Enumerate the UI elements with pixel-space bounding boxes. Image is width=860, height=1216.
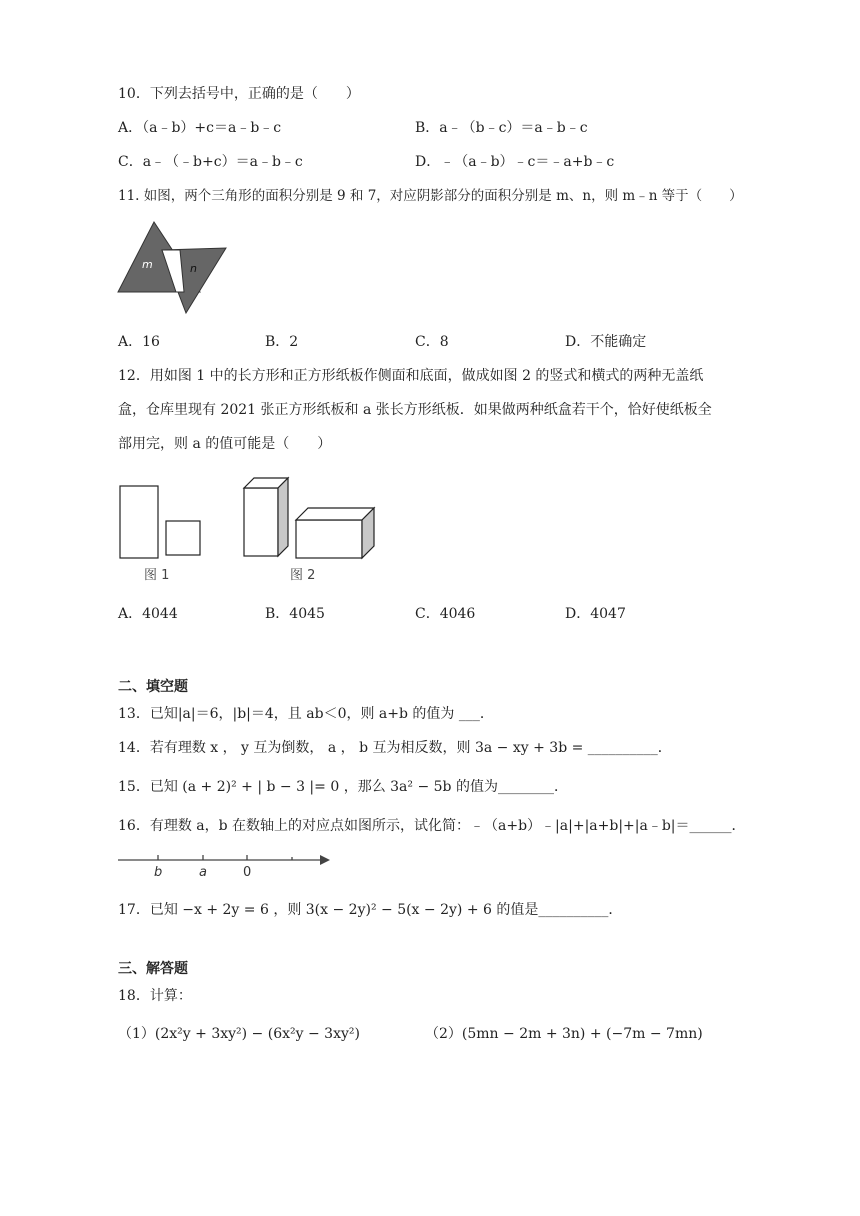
q12-option-b: B．4045 (265, 606, 325, 622)
q18-part2: （2）(5mn − 2m + 3n) + (−7m − 7mn) (425, 1026, 703, 1042)
label-n: n (190, 262, 197, 275)
q12-stem-line1: 12．用如图 1 中的长方形和正方形纸板作侧面和底面，做成如图 2 的竖式和横式的两种无盖纸 (118, 368, 704, 384)
q11-stem: 11. 如图，两个三角形的面积分别是 9 和 7，对应阴影部分的面积分别是 m、n，则 m﹣n 等于（ ） (118, 188, 743, 204)
q10-option-a: A．（a﹣b）+c＝a﹣b﹣c (118, 120, 282, 136)
section-fill-in-heading: 二、填空题 (118, 679, 188, 695)
q10-stem: 10．下列去括号中，正确的是（ ） (118, 86, 360, 102)
q10-option-b: B．a﹣（b﹣c）＝a﹣b﹣c (415, 120, 588, 136)
horizontal-box-top (296, 508, 374, 520)
vertical-box-side (278, 478, 288, 556)
figure-1-label: 图 1 (144, 568, 170, 583)
arrow-head (320, 855, 330, 865)
q12-stem-line2: 盒，仓库里现有 2021 张正方形纸板和 a 张长方形纸板．如果做两种纸盒若干个，恰好使纸板全 (118, 402, 712, 418)
q16: 16．有理数 a，b 在数轴上的对应点如图所示，试化简：﹣（a+b）﹣|a|+|a+b|+|a﹣b|＝______． (118, 818, 746, 834)
q18-stem: 18．计算： (118, 988, 192, 1004)
q15: 15．已知 (a + 2)² + | b − 3 |= 0 ，那么 3a² − 5b 的值为________． (118, 779, 568, 795)
rectangle-board (120, 486, 158, 558)
section-answer-heading: 三、解答题 (118, 961, 188, 977)
q18-part1: （1）(2x²y + 3xy²) − (6x²y − 3xy²) (118, 1026, 360, 1042)
q12-option-c: C．4046 (415, 606, 476, 622)
q12-option-a: A．4044 (118, 606, 178, 622)
q11-option-a: A．16 (118, 334, 160, 350)
q11-option-b: B．2 (265, 334, 299, 350)
number-line-figure (114, 848, 338, 880)
label-m: m (142, 258, 153, 271)
q10-option-d: D．﹣（a﹣b）﹣c＝﹣a+b﹣c (415, 154, 615, 170)
q12-stem-line3: 部用完，则 a 的值可能是（ ） (118, 436, 332, 452)
q11-option-d: D．不能确定 (565, 334, 647, 350)
horizontal-box-front (296, 520, 362, 558)
q10-option-c: C．a﹣（﹣b+c）＝a﹣b﹣c (118, 154, 303, 170)
q14: 14．若有理数 x ， y 互为倒数， a ， b 互为相反数，则 3a − xy + 3b = __________． (118, 740, 672, 756)
label-b: b (154, 865, 163, 880)
label-zero: 0 (243, 865, 252, 880)
q13: 13．已知|a|＝6，|b|＝4，且 ab＜0，则 a+b 的值为 ___． (118, 706, 494, 722)
vertical-box-front (244, 488, 278, 556)
triangles-figure (114, 220, 234, 316)
figure-2-label: 图 2 (290, 568, 316, 583)
square-board (166, 521, 200, 555)
label-a: a (199, 865, 207, 880)
boxes-figure (114, 474, 384, 586)
q17: 17．已知 −x + 2y = 6 ，则 3(x − 2y)² − 5(x − 2y) + 6 的值是__________． (118, 902, 623, 918)
q12-option-d: D．4047 (565, 606, 626, 622)
q11-option-c: C．8 (415, 334, 449, 350)
